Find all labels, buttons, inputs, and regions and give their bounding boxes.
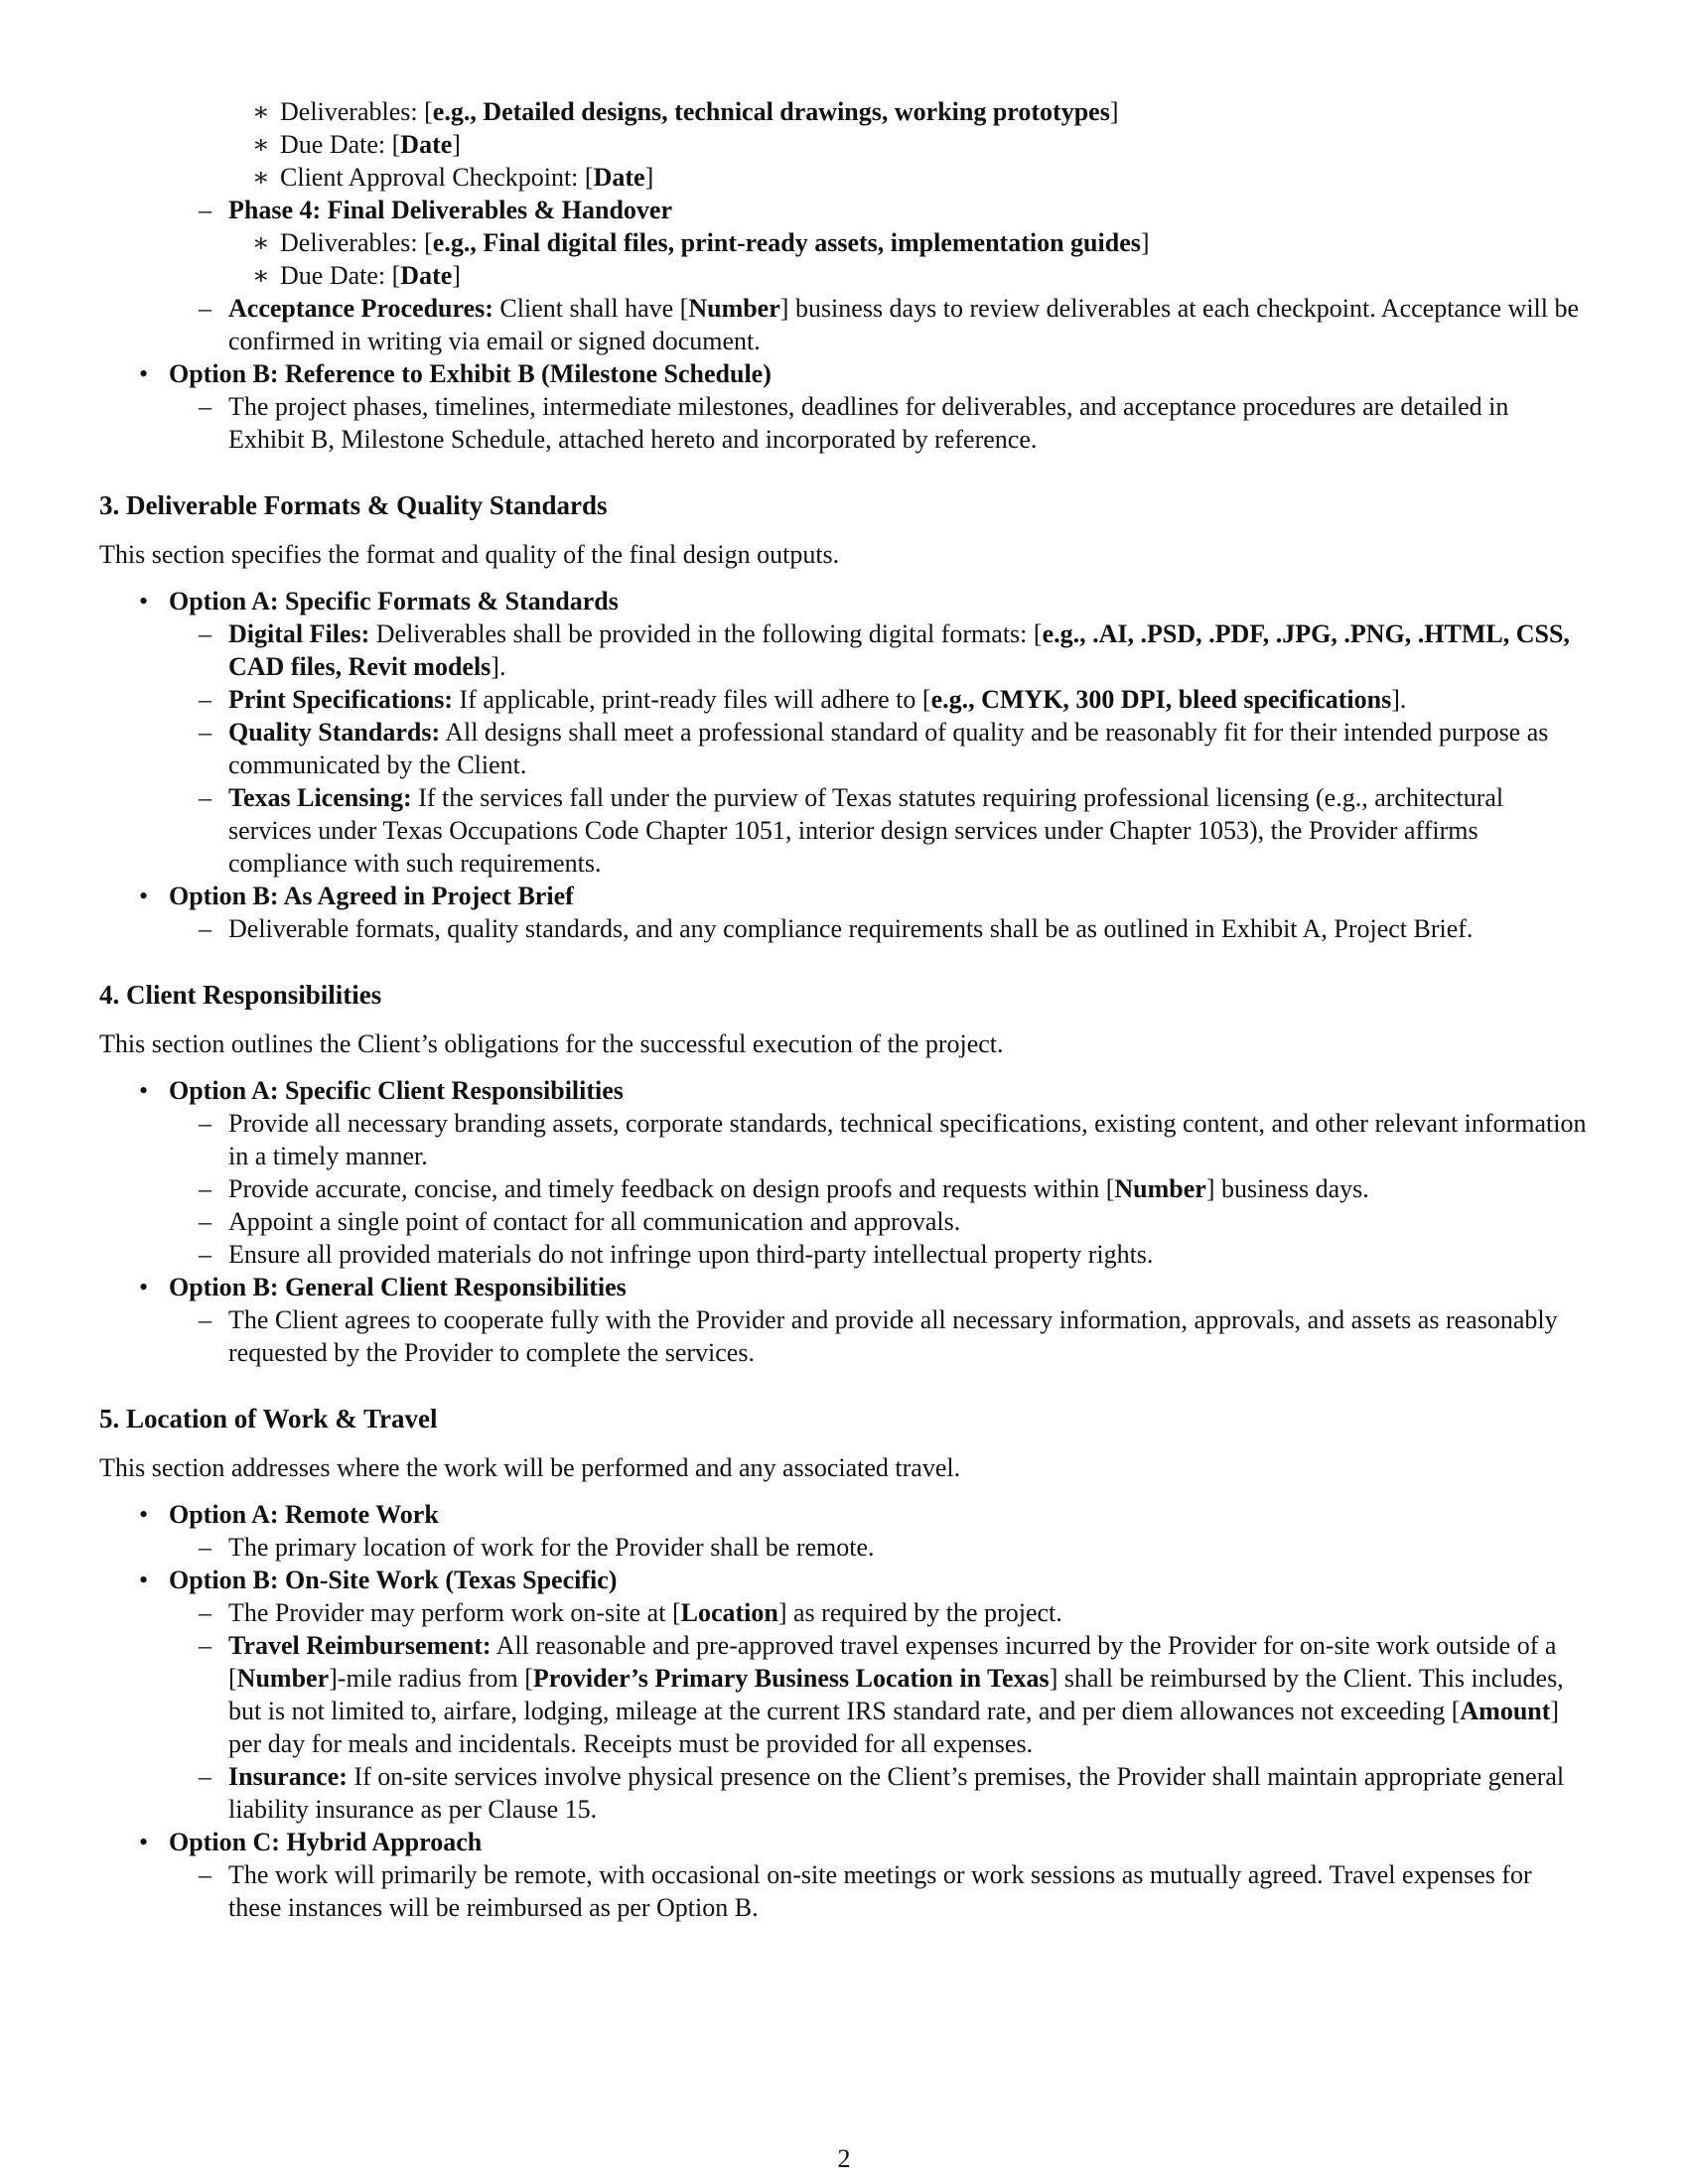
- list-item: – Ensure all provided materials do not infringe upon third-party intellectual property rights.: [199, 1240, 1154, 1269]
- list-item: – The work will primarily be remote, with occasional on-site meetings or work sessions as mutually agreed. Travel expenses for these instances will be reimbursed as per Option B.: [199, 1860, 1532, 1922]
- section-5-intro: This section addresses where the work will be performed and any associated travel.: [99, 1453, 961, 1482]
- bullet-icon: •: [139, 1273, 149, 1301]
- phase3-approval: ∗ Client Approval Checkpoint: [Date]: [252, 163, 654, 192]
- dash-icon: –: [199, 685, 211, 714]
- asterisk-icon: ∗: [252, 163, 270, 192]
- page-number: 2: [837, 2144, 851, 2173]
- list-item: – Appoint a single point of contact for all communication and approvals.: [199, 1207, 961, 1236]
- acceptance-procedures: – Acceptance Procedures: Client shall have [Number] business days to review deliverables at each checkpoint. Acceptance will be confirmed in writing via email or signed document.: [199, 294, 1580, 355]
- section-3-intro: This section specifies the format and quality of the final design outputs.: [99, 540, 840, 569]
- phase3-due-date: ∗ Due Date: [Date]: [252, 130, 461, 159]
- travel-reimbursement: – Travel Reimbursement: All reasonable and pre-approved travel expenses incurred by the Provider for on-site work outside of a [Number]-mile radius from [Provider’s Primary Business Location in Texas] shall be reimbursed by the Client. This includes, but is not limited to, airfare, lodging, mileage at the current IRS standard rate, and per diem allowances not exceeding [Amount] per day for meals and incidentals. Receipts must be provided for all expenses.: [199, 1631, 1564, 1758]
- dash-icon: –: [199, 1631, 211, 1660]
- phase4-title: Phase 4: Final Deliverables & Handover: [228, 196, 673, 224]
- bullet-icon: •: [139, 1566, 149, 1594]
- print-specifications: – Print Specifications: If applicable, print-ready files will adhere to [e.g., CMYK, 300 DPI, bleed specifications].: [199, 685, 1407, 714]
- bullet-icon: •: [139, 1828, 149, 1856]
- asterisk-icon: ∗: [252, 130, 270, 159]
- phase4-due-date: ∗ Due Date: [Date]: [252, 261, 461, 290]
- section-5-heading: 5. Location of Work & Travel: [99, 1404, 438, 1433]
- dash-icon: –: [199, 619, 211, 648]
- dash-icon: –: [199, 1533, 211, 1562]
- option-title: Option B: On-Site Work (Texas Specific): [169, 1566, 618, 1594]
- option-title: Option A: Specific Formats & Standards: [169, 587, 619, 615]
- sec5-optionB-items: [99, 1596, 1589, 1826]
- option-title: Option B: General Client Responsibilities: [169, 1273, 627, 1301]
- asterisk-icon: ∗: [252, 97, 270, 126]
- asterisk-icon: ∗: [252, 261, 270, 290]
- sec4-optionA-items: [99, 1107, 1589, 1271]
- dash-icon: –: [199, 783, 211, 812]
- texas-licensing: – Texas Licensing: If the services fall under the purview of Texas statutes requiring professional licensing (e.g., architectural services under Texas Occupations Code Chapter 1051, interior design services under Chapter 1053), the Provider affirms compliance with such requirements.: [199, 783, 1504, 878]
- list-item: – The primary location of work for the Provider shall be remote.: [199, 1533, 875, 1562]
- dash-icon: –: [199, 718, 211, 747]
- list-item: – The project phases, timelines, intermediate milestones, deadlines for deliverables, and acceptance procedures are detailed in Exhibit B, Milestone Schedule, attached hereto and incorporated by reference.: [199, 392, 1509, 454]
- dash-icon: –: [199, 1109, 211, 1138]
- list-item: – The Provider may perform work on-site at [Location] as required by the project.: [199, 1598, 1062, 1627]
- option-title: Option C: Hybrid Approach: [169, 1828, 483, 1856]
- dash-icon: –: [199, 1240, 211, 1269]
- quality-standards: – Quality Standards: All designs shall meet a professional standard of quality and be reasonably fit for their intended purpose as communicated by the Client.: [199, 718, 1549, 779]
- digital-files: – Digital Files: Deliverables shall be provided in the following digital formats: [e.g., .AI, .PSD, .PDF, .JPG, .PNG, .HTML, CSS, CAD files, Revit models].: [199, 619, 1570, 681]
- list-item: – Deliverable formats, quality standards, and any compliance requirements shall be as outlined in Exhibit A, Project Brief.: [199, 914, 1474, 943]
- section-4-intro: This section outlines the Client’s obligations for the successful execution of the project.: [99, 1029, 1004, 1058]
- bullet-icon: •: [139, 587, 149, 615]
- section-4-heading: 4. Client Responsibilities: [99, 980, 382, 1010]
- option-title: Option A: Remote Work: [169, 1500, 439, 1529]
- option-title: Option B: Reference to Exhibit B (Milestone Schedule): [169, 359, 772, 388]
- dash-icon: –: [199, 392, 211, 421]
- insurance: – Insurance: If on-site services involve physical presence on the Client’s premises, the Provider shall maintain appropriate general liability insurance as per Clause 15.: [199, 1762, 1565, 1824]
- bullet-icon: •: [139, 1500, 149, 1529]
- phase3-items: [99, 95, 1589, 194]
- dash-icon: –: [199, 294, 211, 323]
- list-item: – Provide accurate, concise, and timely feedback on design proofs and requests within [Number] business days.: [199, 1174, 1369, 1203]
- section-3-heading: 3. Deliverable Formats & Quality Standards: [99, 490, 608, 520]
- option-title: Option A: Specific Client Responsibilities: [169, 1076, 624, 1105]
- dash-icon: –: [199, 1762, 211, 1791]
- bullet-icon: •: [139, 1076, 149, 1105]
- bullet-icon: •: [139, 882, 149, 910]
- dash-icon: –: [199, 196, 211, 224]
- list-item: – Provide all necessary branding assets, corporate standards, technical specifications, existing content, and other relevant information in a timely manner.: [199, 1109, 1587, 1170]
- asterisk-icon: ∗: [252, 228, 270, 257]
- phase4-deliverables: ∗ Deliverables: [e.g., Final digital files, print-ready assets, implementation guides]: [252, 228, 1150, 257]
- dash-icon: –: [199, 1207, 211, 1236]
- dash-icon: –: [199, 1174, 211, 1203]
- dash-icon: –: [199, 1305, 211, 1334]
- list-item: – The Client agrees to cooperate fully with the Provider and provide all necessary information, approvals, and assets as reasonably requested by the Provider to complete the services.: [199, 1305, 1558, 1367]
- phase3-deliverables: ∗ Deliverables: [e.g., Detailed designs, technical drawings, working prototypes]: [252, 97, 1119, 126]
- document-page: [99, 95, 1589, 1924]
- dash-icon: –: [199, 1598, 211, 1627]
- acceptance: [99, 292, 1589, 357]
- sec3-optionA-items: [99, 617, 1589, 880]
- phase4-items: [99, 226, 1589, 292]
- phase4: [99, 194, 1589, 226]
- option-title: Option B: As Agreed in Project Brief: [169, 882, 574, 910]
- dash-icon: –: [199, 914, 211, 943]
- dash-icon: –: [199, 1860, 211, 1889]
- sec2-optionB: [99, 357, 1589, 390]
- bullet-icon: •: [139, 359, 149, 388]
